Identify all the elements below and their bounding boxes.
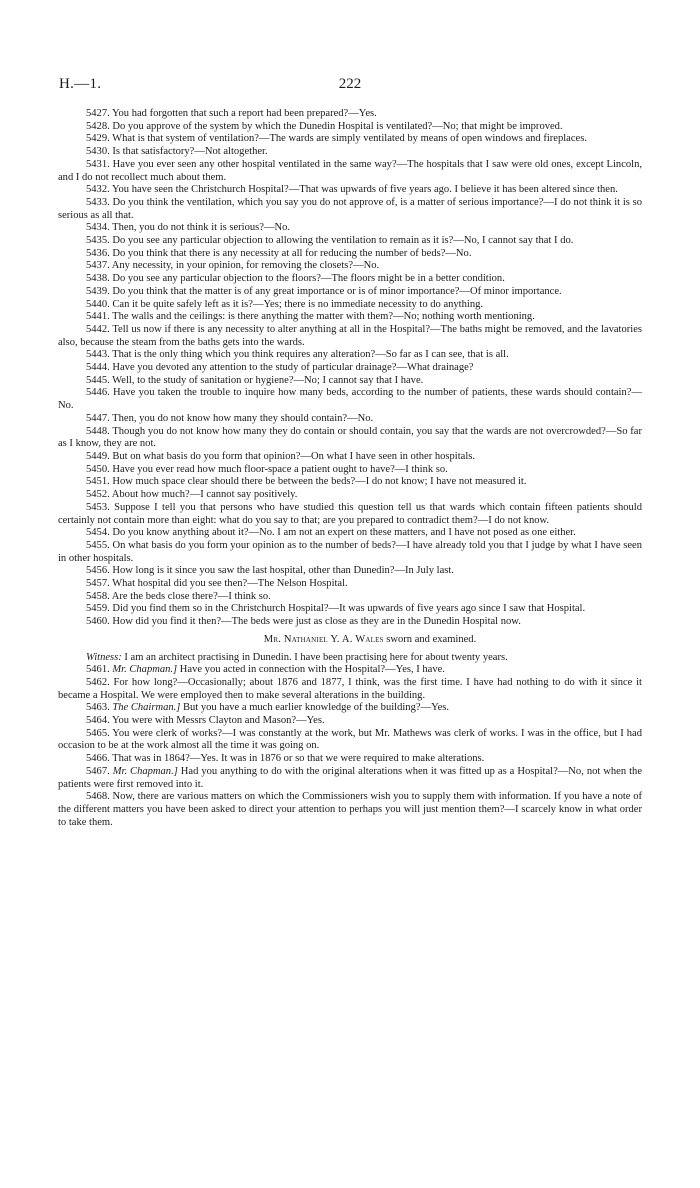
- question-answer: 5465. You were clerk of works?—I was constantly at the work, but Mr. Mathews was clerk of works. I was in the office, but I had occasion to be at the work almost all the time it was going on.: [58, 727, 642, 752]
- question-answer: 5434. Then, you do not think it is serious?—No.: [86, 222, 290, 234]
- testimony-list-1: [58, 108, 642, 629]
- witness-label: Witness:: [86, 651, 122, 663]
- question-text: Have you acted in connection with the Hospital?—Yes, I have.: [177, 664, 445, 676]
- question-answer-5468: 5468. Now, there are various matters on which the Commissioners wish you to supply them with information. If you have a note of the different matters you have been asked to direct your attention to perhaps you will just mention them?—I scarcely know in what order to take them.: [58, 791, 642, 828]
- question-answer: 5456. How long is it since you saw the last hospital, other than Dunedin?—In July last.: [86, 565, 454, 577]
- question-answer: 5431. Have you ever seen any other hospital ventilated in the same way?—The hospitals that I saw were old ones, except Lincoln, and I do not recollect much about them.: [58, 158, 642, 183]
- question-answer: 5450. Have you ever read how much floor-space a patient ought to have?—I think so.: [86, 463, 448, 475]
- page-number: 222: [338, 76, 362, 92]
- question-answer: 5447. Then, you do not know how many they should contain?—No.: [86, 412, 374, 424]
- question-answer: 5445. Well, to the study of sanitation or hygiene?—No; I cannot say that I have.: [86, 374, 424, 386]
- question-answer: 5432. You have seen the Christchurch Hospital?—That was upwards of five years ago. I believe it has been altered since then.: [86, 184, 618, 196]
- question-answer: 5454. Do you know anything about it?—No. I am not an expert on these matters, and I have not posed as one either.: [86, 527, 576, 539]
- question-number: 5467.: [86, 765, 113, 777]
- question-answer: 5429. What is that system of ventilation?—The wards are simply ventilated by means of open windows and fireplaces.: [86, 133, 587, 145]
- question-answer: 5436. Do you think that there is any necessity at all for reducing the number of beds?—No.: [86, 247, 472, 259]
- question-answer: 5433. Do you think the ventilation, which you say you do not approve of, is a matter of serious importance?—I do not think it is so serious as all that.: [58, 196, 642, 221]
- question-answer: 5441. The walls and the ceilings: is there anything the matter with them?—No; nothing worth mentioning.: [86, 311, 535, 323]
- witness-heading-rest: sworn and examined.: [383, 633, 477, 645]
- question-answer: 5452. About how much?—I cannot say positively.: [86, 489, 298, 501]
- question-number: 5463.: [86, 702, 113, 714]
- question-answer: 5459. Did you find them so in the Christchurch Hospital?—It was upwards of five years ago since I saw that Hospital.: [86, 603, 586, 615]
- question-answer: 5438. Do you see any particular objection to the floors?—The floors might be in a better condition.: [86, 273, 505, 285]
- testimony-list-2: [58, 715, 642, 766]
- question-answer: 5427. You had forgotten that such a report had been prepared?—Yes.: [86, 108, 377, 119]
- question-answer: 5428. Do you approve of the system by which the Dunedin Hospital is ventilated?—No; that might be improved.: [86, 120, 563, 132]
- question-answer: 5440. Can it be quite safely left as it is?—Yes; there is no immediate necessity to do anything.: [86, 298, 484, 310]
- witness-name: Mr. Nathaniel Y. A. Wales: [263, 633, 384, 645]
- question-text: Had you anything to do with the original alterations when it was fitted up as a Hospital?—No, not when the patients were first removed into it.: [58, 765, 642, 790]
- question-answer: 5464. You were with Messrs Clayton and Mason?—Yes.: [86, 715, 325, 727]
- question-answer: 5442. Tell us now if there is any necessity to alter anything at all in the Hospital?—The baths might be removed, and the lavatories also, because the steam from the baths gets into the wards.: [58, 323, 642, 348]
- question-answer: 5457. What hospital did you see then?—The Nelson Hospital.: [86, 578, 348, 590]
- speaker-label: Mr. Chapman.]: [112, 664, 178, 676]
- question-answer: 5449. But on what basis do you form that opinion?—On what I have seen in other hospitals.: [86, 450, 476, 462]
- question-answer: 5458. Are the beds close there?—I think so.: [86, 590, 271, 602]
- question-number: 5461.: [86, 664, 113, 676]
- question-answer: 5453. Suppose I tell you that persons who have studied this question tell us that wards which contain fifteen patients should certainly not contain more than eight: what do you say to that; are you prepared to contradict them?—I do not know.: [58, 501, 642, 526]
- question-answer-5462: 5462. For how long?—Occasionally; about 1876 and 1877, I think, was the first time. I have had nothing to do with it since it became a Hospital. We were employed then to make several alterations in the building.: [58, 676, 642, 701]
- question-answer: 5460. How did you find it then?—The beds were just as close as they are in the Dunedin Hospital now.: [86, 616, 521, 628]
- question-answer: 5444. Have you devoted any attention to the study of particular drainage?—What drainage?: [86, 362, 474, 374]
- question-answer: 5430. Is that satisfactory?—Not altogether.: [86, 146, 268, 158]
- question-answer: 5443. That is the only thing which you think requires any alteration?—So far as I can see, that is all.: [86, 349, 509, 361]
- question-answer: 5437. Any necessity, in your opinion, for removing the closets?—No.: [86, 260, 380, 272]
- question-text: But you have a much earlier knowledge of the building?—Yes.: [180, 702, 450, 714]
- question-answer: 5466. That was in 1864?—Yes. It was in 1876 or so that we were required to make alterations.: [86, 753, 485, 765]
- question-answer-5463: [58, 702, 642, 715]
- question-answer-5461: [58, 664, 642, 677]
- question-answer: 5446. Have you taken the trouble to inquire how many beds, according to the number of patients, these wards should contain?—No.: [58, 387, 642, 412]
- witness-statement-text: I am an architect practising in Dunedin. I have been practising here for about twenty years.: [121, 651, 508, 663]
- question-answer: 5435. Do you see any particular objection to allowing the ventilation to remain as it is?—No, I cannot say that I do.: [86, 235, 574, 247]
- question-answer: 5448. Though you do not know how many they do contain or should contain, you say that the wards are not overcrowded?—So far as I know, they are not.: [58, 425, 642, 450]
- document-reference: H.—1.: [59, 76, 102, 92]
- page-body: [58, 108, 642, 829]
- witness-heading: [58, 634, 642, 647]
- speaker-label: The Chairman.]: [112, 702, 181, 714]
- question-answer-5467: [58, 766, 642, 791]
- witness-statement: [58, 652, 642, 665]
- question-answer: 5451. How much space clear should there be between the beds?—I do not know; I have not measured it.: [86, 476, 527, 488]
- speaker-label: Mr. Chapman.]: [112, 765, 178, 777]
- question-answer: 5455. On what basis do you form your opinion as to the number of beds?—I have already told you that I judge by what I have seen in other hospitals.: [58, 539, 642, 564]
- question-answer: 5439. Do you think that the matter is of any great importance or is of minor importance?—Of minor importance.: [86, 285, 562, 297]
